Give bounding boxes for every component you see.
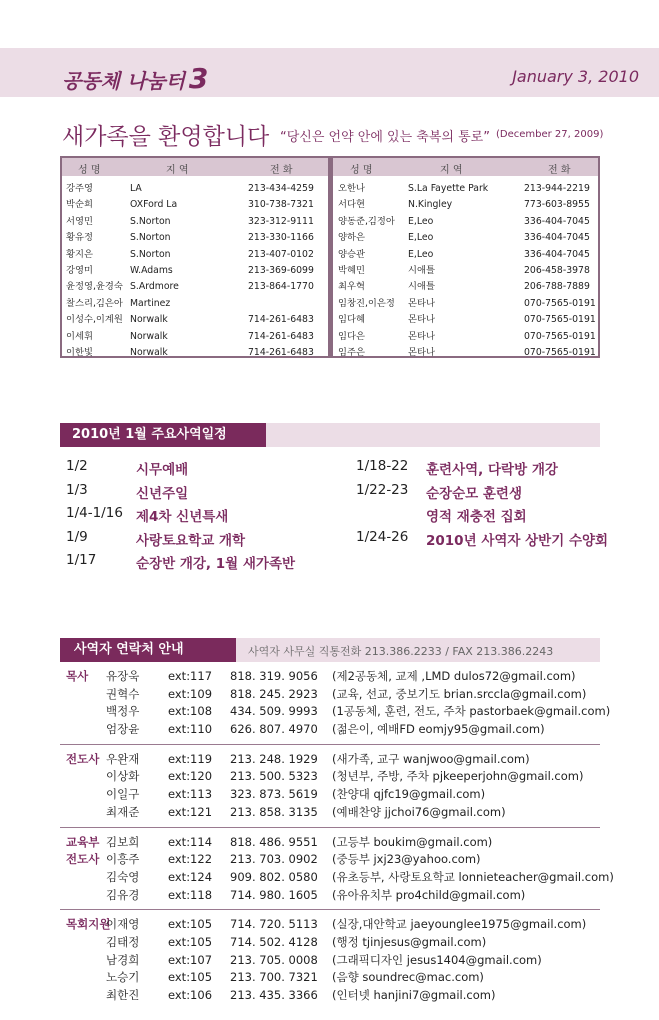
newcomer-name: 최우혁 xyxy=(338,281,365,293)
newcomers-table xyxy=(60,156,600,358)
newcomer-phone: 336-404-7045 xyxy=(524,232,590,244)
header-name: 성 명 xyxy=(78,165,101,176)
contact-name: 최재준 xyxy=(106,804,140,819)
schedule-item xyxy=(356,458,616,478)
newcomer-name: 찰스리,김은아 xyxy=(66,297,123,309)
contact-phone: 213. 705. 0008 xyxy=(230,952,318,967)
contact-note: (예배찬양 jjchoi76@gmail.com) xyxy=(332,804,506,819)
newcomer-name: 박혜민 xyxy=(338,264,365,276)
contact-note: (새가족, 교구 wanjwoo@gmail.com) xyxy=(332,751,530,766)
contact-phone: 213. 248. 1929 xyxy=(230,751,318,766)
newcomer-region: 몬타나 xyxy=(408,346,435,358)
schedule-date: 1/2 xyxy=(66,458,88,474)
newcomer-region: S.La Fayette Park xyxy=(408,183,489,194)
contact-row xyxy=(60,751,600,769)
right-region-column xyxy=(408,181,488,361)
newcomer-region: N.Kingley xyxy=(408,199,453,211)
contact-name: 최한진 xyxy=(106,988,140,1003)
schedule-event: 순장반 개강, 1월 새가족반 xyxy=(136,556,296,572)
schedule-event: 2010년 사역자 상반기 수양회 xyxy=(426,532,609,549)
contact-row xyxy=(60,869,614,887)
newcomer-name: 양승관 xyxy=(338,248,365,260)
newcomer-name: 양동준,김정아 xyxy=(338,215,395,227)
contact-name: 이재영 xyxy=(106,917,140,932)
newcomer-phone: 310-738-7321 xyxy=(248,199,314,211)
contact-row xyxy=(60,686,600,704)
newcomer-region: E,Leo xyxy=(408,248,434,260)
contact-role: 목사 xyxy=(66,669,89,683)
contact-ext: ext:109 xyxy=(168,686,213,701)
header-region: 지 역 xyxy=(166,165,189,176)
schedule-item xyxy=(356,482,616,502)
contact-phone: 626. 807. 4970 xyxy=(230,722,318,737)
contact-phone: 909. 802. 0580 xyxy=(230,869,318,884)
contact-name: 김유경 xyxy=(106,887,140,902)
contact-name: 김태정 xyxy=(106,935,140,950)
newcomer-name: 이한빛 xyxy=(66,346,93,358)
contact-note: (유아유치부 pro4child@gmail.com) xyxy=(332,887,526,902)
contact-ext: ext:106 xyxy=(168,988,213,1003)
contact-role: 교육부 전도사 xyxy=(66,834,100,867)
contact-ext: ext:118 xyxy=(168,887,213,902)
contact-group xyxy=(60,834,614,905)
left-region-column xyxy=(130,181,179,361)
contact-ext: ext:113 xyxy=(168,787,213,802)
contact-phone: 213. 435. 3366 xyxy=(230,988,318,1003)
contact-group xyxy=(60,751,600,822)
contact-row xyxy=(60,887,600,905)
contact-ext: ext:120 xyxy=(168,769,213,784)
schedule-date: 1/24-26 xyxy=(356,528,409,545)
contact-note: (젊은이, 예배FD eomjy95@gmail.com) xyxy=(332,722,545,737)
schedule-item xyxy=(356,505,616,525)
newcomer-region: S.Norton xyxy=(130,232,171,244)
newcomer-region: E,Leo xyxy=(408,215,434,227)
contact-phone: 323. 873. 5619 xyxy=(230,787,318,802)
contact-note: (찬양대 qjfc19@gmail.com) xyxy=(332,787,486,802)
newcomer-region: S.Norton xyxy=(130,248,171,260)
contact-ext: ext:107 xyxy=(168,952,213,967)
welcome-date: (December 27, 2009) xyxy=(496,129,604,140)
newcomer-phone: 714-261-6483 xyxy=(248,314,314,326)
contact-name: 노승기 xyxy=(106,970,140,985)
newcomer-name: 윤정영,윤경숙 xyxy=(66,281,123,293)
contact-role: 전도사 xyxy=(66,751,100,766)
contact-phone: 213. 700. 7321 xyxy=(230,970,318,985)
contact-phone: 714. 502. 4128 xyxy=(230,935,318,950)
schedule-event: 제4차 신년특새 xyxy=(136,509,229,525)
newcomer-region: Norwalk xyxy=(130,314,168,326)
contact-name: 김보희 xyxy=(106,834,140,849)
contact-phone: 818. 245. 2923 xyxy=(230,686,318,701)
newcomer-name: 이세휘 xyxy=(66,330,93,342)
contact-phone: 714. 720. 5113 xyxy=(230,917,318,932)
newcomer-phone: 206-788-7889 xyxy=(524,281,590,293)
contact-name: 김숙영 xyxy=(106,869,140,884)
issue-date: January 3, 2010 xyxy=(512,67,639,86)
contact-phone: 213. 703. 0902 xyxy=(230,852,318,867)
group-separator xyxy=(60,827,600,828)
newcomer-phone: 070-7565-0191 xyxy=(524,297,596,309)
newcomer-name: 박순희 xyxy=(66,199,93,211)
newcomer-region: Norwalk xyxy=(130,330,168,342)
page-number: 3 xyxy=(188,62,209,95)
contact-note: (그래픽디자인 jesus1404@gmail.com) xyxy=(332,952,542,967)
contact-name: 엄장윤 xyxy=(106,722,140,737)
newcomer-phone: 070-7565-0191 xyxy=(524,330,596,342)
contact-row xyxy=(60,987,600,1005)
newcomer-name: 오한나 xyxy=(338,183,365,194)
contact-name: 이상화 xyxy=(106,769,140,784)
newcomer-phone: 336-404-7045 xyxy=(524,215,590,227)
contact-row xyxy=(60,668,600,686)
newcomer-phone: 070-7565-0191 xyxy=(524,346,596,358)
newcomer-region: Martinez xyxy=(130,297,171,309)
contact-row xyxy=(60,786,600,804)
newcomer-phone: 323-312-9111 xyxy=(248,215,314,227)
schedule-event: 신년주일 xyxy=(136,485,189,502)
newcomer-name: 임다혜 xyxy=(338,314,365,326)
contact-ext: ext:108 xyxy=(168,704,213,719)
contact-note: (음향 soundrec@mac.com) xyxy=(332,970,484,985)
newcomer-phone: 336-404-7045 xyxy=(524,248,590,260)
contact-note: (유초등부, 사랑토요학교 lonnieteacher@gmail.com) xyxy=(332,869,614,884)
contact-note: (제2공동체, 교제 ,LMD dulos72@gmail.com) xyxy=(332,669,576,683)
contact-phone: 818. 319. 9056 xyxy=(230,669,318,683)
newcomer-name: 이성수,이계원 xyxy=(66,314,123,326)
schedule-item xyxy=(66,552,326,572)
newcomer-phone: 206-458-3978 xyxy=(524,264,590,276)
newcomer-phone: 070-7565-0191 xyxy=(524,314,596,326)
header-region: 지 역 xyxy=(440,165,463,176)
newcomer-name: 임다은 xyxy=(338,330,365,342)
newcomer-region: 몬타나 xyxy=(408,330,435,342)
welcome-title: 새가족을 환영합니다 xyxy=(62,124,270,150)
newcomer-name: 서영민 xyxy=(66,215,93,227)
schedule-event: 순장순모 훈련생 xyxy=(426,485,522,502)
newcomer-region: 시애틀 xyxy=(408,281,435,293)
schedule-event: 영적 재충전 집회 xyxy=(426,509,527,525)
newcomer-phone: 773-603-8955 xyxy=(524,199,590,211)
contact-ext: ext:124 xyxy=(168,869,213,884)
left-name-column xyxy=(66,181,123,361)
contact-row xyxy=(60,804,600,822)
newcomer-name: 임주은 xyxy=(338,346,365,358)
newcomer-phone: 213-864-1770 xyxy=(248,281,314,293)
contact-row xyxy=(60,969,600,987)
newcomer-region: 시애틀 xyxy=(408,264,435,276)
contact-phone: 714. 980. 1605 xyxy=(230,887,318,902)
contact-ext: ext:110 xyxy=(168,722,213,737)
contact-row xyxy=(60,721,600,739)
contact-name: 우완재 xyxy=(106,751,140,766)
header-phone: 전 화 xyxy=(270,165,293,176)
contact-name: 이흥주 xyxy=(106,852,140,867)
contact-note: (인터넷 hanjini7@gmail.com) xyxy=(332,988,496,1003)
schedule-date: 1/22-23 xyxy=(356,481,409,498)
contact-phone: 213. 500. 5323 xyxy=(230,769,318,784)
contact-ext: ext:105 xyxy=(168,917,213,932)
schedule-title: 2010년 1월 주요사역일정 xyxy=(60,423,266,447)
contact-group xyxy=(60,916,600,1005)
contact-name: 유장욱 xyxy=(106,669,140,683)
newcomer-name: 양하은 xyxy=(338,232,365,244)
contact-ext: ext:114 xyxy=(168,834,213,849)
contact-name: 남경희 xyxy=(106,952,140,967)
table-divider xyxy=(328,158,333,356)
newcomer-phone: 213-407-0102 xyxy=(248,248,314,260)
contact-name: 이일구 xyxy=(106,787,140,802)
right-phone-column xyxy=(524,181,596,361)
schedule-item xyxy=(66,482,326,502)
contact-note: (1공동체, 훈련, 전도, 주차 pastorbaek@gmail.com) xyxy=(332,704,611,719)
newcomer-region: 몬타나 xyxy=(408,297,435,309)
newcomer-phone: 213-434-4259 xyxy=(248,183,314,194)
contact-role: 목회지원 xyxy=(66,917,111,932)
contact-phone: 213. 858. 3135 xyxy=(230,804,318,819)
welcome-subtitle: “당신은 언약 안에 있는 축복의 통로” xyxy=(280,130,490,145)
newcomer-region: Norwalk xyxy=(130,346,168,358)
contact-ext: ext:121 xyxy=(168,804,213,819)
newcomer-region: LA xyxy=(130,183,142,194)
office-phone-info: 사역자 사무실 직통전화 213.386.2233 / FAX 213.386.2243 xyxy=(248,645,554,658)
newsletter-title: 공동체 나눔터 3 xyxy=(62,62,209,95)
contact-note: (중등부 jxj23@yahoo.com) xyxy=(332,852,481,867)
newcomer-region: W.Adams xyxy=(130,264,173,276)
newcomer-region: 몬타나 xyxy=(408,314,435,326)
schedule-date: 1/17 xyxy=(66,552,97,568)
contact-ext: ext:122 xyxy=(168,852,213,867)
newcomer-name: 강주영 xyxy=(66,183,93,194)
contact-phone: 434. 509. 9993 xyxy=(230,704,318,719)
schedule-item xyxy=(66,458,326,478)
contact-row xyxy=(60,834,600,852)
schedule-event: 훈련사역, 다락방 개강 xyxy=(426,462,558,478)
newcomer-region: OXFord La xyxy=(130,199,178,211)
contact-ext: ext:105 xyxy=(168,935,213,950)
schedule-item xyxy=(356,529,616,549)
schedule-event: 사랑토요학교 개학 xyxy=(136,532,246,549)
contact-row xyxy=(60,952,600,970)
contact-row xyxy=(60,703,611,721)
schedule-item xyxy=(66,505,326,525)
newcomer-phone: 213-944-2219 xyxy=(524,183,590,194)
newcomer-phone: 213-330-1166 xyxy=(248,232,314,244)
newcomer-name: 서다현 xyxy=(338,199,365,211)
newcomer-name: 강영미 xyxy=(66,264,93,276)
newcomer-phone: 714-261-6483 xyxy=(248,346,314,358)
contact-ext: ext:117 xyxy=(168,669,213,683)
newcomer-region: S.Norton xyxy=(130,215,171,227)
left-phone-column xyxy=(248,181,314,361)
schedule-item xyxy=(66,529,326,549)
contact-row xyxy=(60,768,600,786)
newcomer-region: S.Ardmore xyxy=(130,281,179,293)
schedule-date: 1/9 xyxy=(66,528,88,545)
newcomer-name: 임창진,이은정 xyxy=(338,297,395,309)
newcomer-name: 황지은 xyxy=(66,248,93,260)
newcomer-region: E,Leo xyxy=(408,232,434,244)
schedule-date: 1/18-22 xyxy=(356,458,409,474)
group-separator xyxy=(60,744,600,745)
contact-note: (교육, 선교, 중보기도 brian.srccla@gmail.com) xyxy=(332,686,587,701)
right-name-column xyxy=(338,181,395,361)
newcomer-phone: 213-369-6099 xyxy=(248,264,314,276)
contact-ext: ext:105 xyxy=(168,970,213,985)
contact-phone: 818. 486. 9551 xyxy=(230,834,318,849)
contact-note: (실장,대안학교 jaeyounglee1975@gmail.com) xyxy=(332,917,587,932)
newcomer-phone xyxy=(248,296,314,312)
group-separator xyxy=(60,909,600,910)
contacts-title: 사역자 연락처 안내 xyxy=(60,638,236,662)
newcomer-name: 황유정 xyxy=(66,232,93,244)
contact-name: 백정우 xyxy=(106,704,140,719)
contact-ext: ext:119 xyxy=(168,751,213,766)
contact-name: 권혁수 xyxy=(106,686,140,701)
header-phone: 전 화 xyxy=(548,165,571,176)
schedule-date: 1/3 xyxy=(66,481,88,498)
contact-row xyxy=(60,916,600,934)
header-name: 성 명 xyxy=(350,165,373,176)
newcomer-phone: 714-261-6483 xyxy=(248,330,314,342)
schedule-event: 시무예배 xyxy=(136,462,189,478)
contact-row xyxy=(60,851,600,869)
contact-note: (고등부 boukim@gmail.com) xyxy=(332,834,493,849)
contact-row xyxy=(60,934,600,952)
schedule-date: 1/4-1/16 xyxy=(66,505,123,521)
contact-note: (청년부, 주방, 주차 pjkeeperjohn@gmail.com) xyxy=(332,769,584,784)
contact-group xyxy=(60,668,611,739)
contact-note: (행정 tjinjesus@gmail.com) xyxy=(332,935,487,950)
